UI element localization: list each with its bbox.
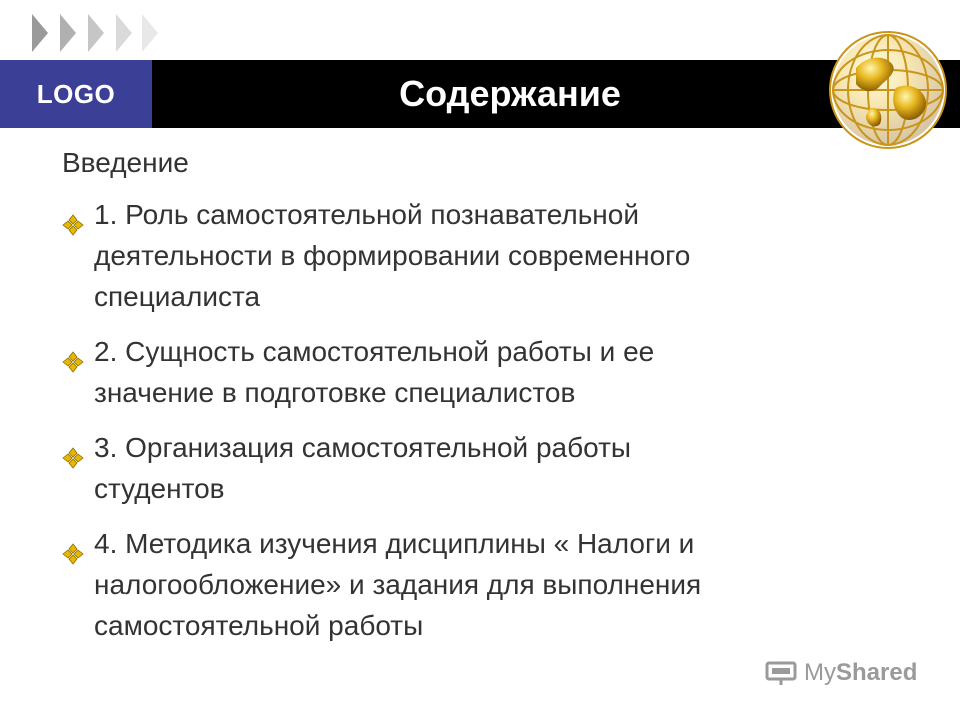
diamond-bullet-icon xyxy=(62,535,84,557)
list-item-line: 4. Методика изучения дисциплины « Налоги и xyxy=(94,528,695,559)
diamond-bullet-icon xyxy=(62,439,84,461)
logo xyxy=(0,60,152,128)
diamond-bullet-icon xyxy=(62,343,84,365)
contents-list xyxy=(62,194,922,646)
list-item-line: значение в подготовке специалистов xyxy=(94,377,576,408)
list-item xyxy=(62,427,922,509)
list-item-line: специалиста xyxy=(94,281,261,312)
chevron-right-icon xyxy=(32,14,158,52)
list-item-line: 1. Роль самостоятельной познавательной xyxy=(94,199,639,230)
presentation-icon xyxy=(764,660,798,686)
logo-text: LOGO xyxy=(36,78,116,109)
watermark xyxy=(764,658,917,688)
list-item-line: самостоятельной работы xyxy=(94,610,424,641)
list-item-line: налогообложение» и задания для выполнения xyxy=(94,569,702,600)
globe-icon xyxy=(826,28,950,152)
list-item xyxy=(62,523,922,646)
list-item-line: студентов xyxy=(94,473,225,504)
diamond-bullet-icon xyxy=(62,206,84,228)
watermark-prefix: My xyxy=(804,659,836,686)
content-body xyxy=(62,146,922,660)
watermark-text xyxy=(804,659,917,687)
list-item-line: деятельности в формировании современного xyxy=(94,240,691,271)
watermark-brand: Shared xyxy=(836,659,918,686)
list-item-line: 2. Сущность самостоятельной работы и ее xyxy=(94,336,655,367)
list-item xyxy=(62,331,922,413)
intro-heading: Введение xyxy=(62,147,189,178)
list-item-line: 3. Организация самостоятельной работы xyxy=(94,432,632,463)
chevron-decoration xyxy=(30,12,160,54)
list-item xyxy=(62,194,922,317)
page-title: Содержание xyxy=(399,73,621,114)
